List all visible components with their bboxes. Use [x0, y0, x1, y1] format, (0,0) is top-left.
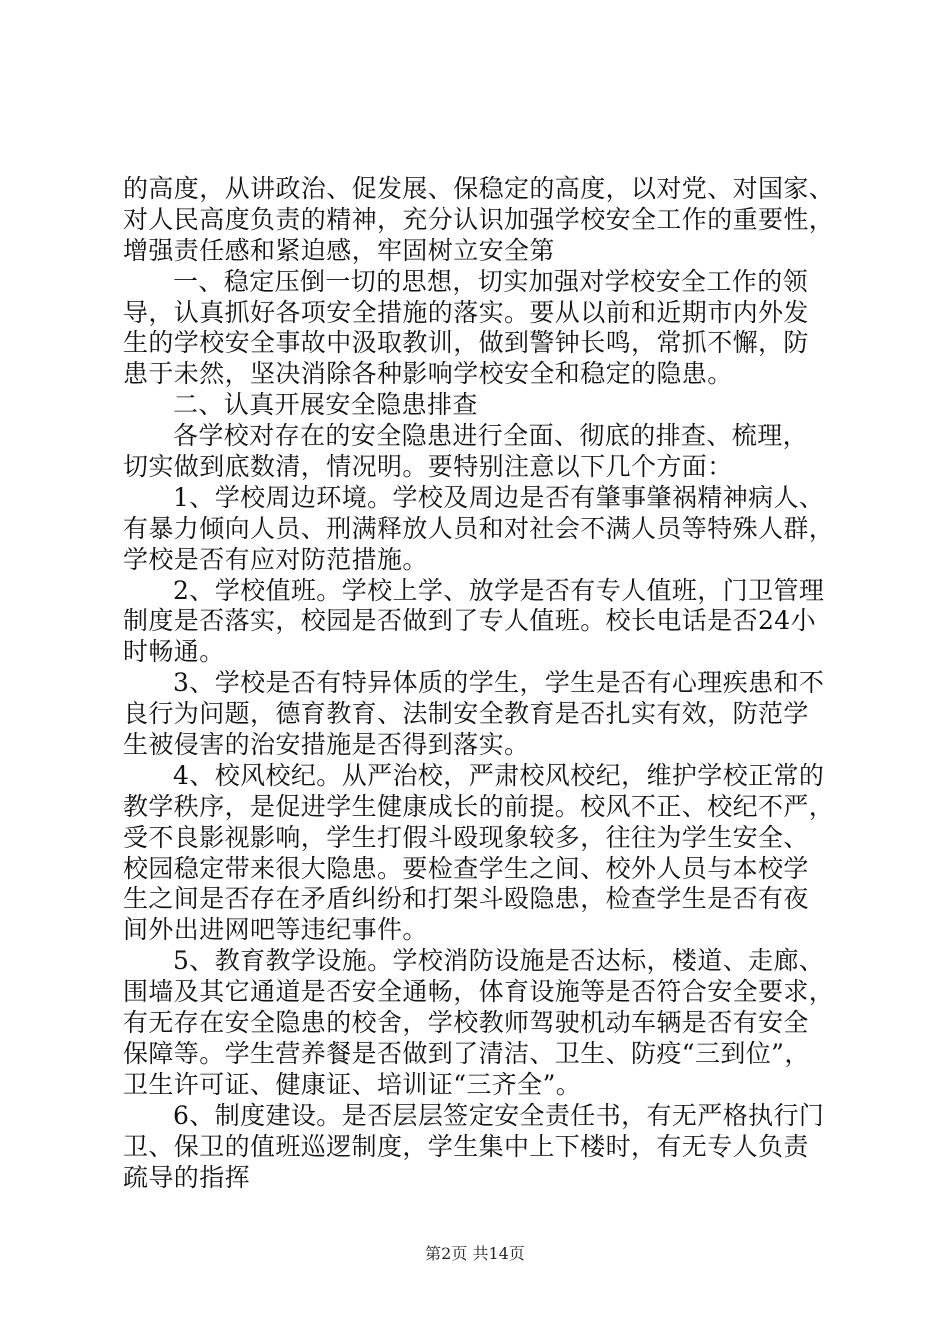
text-line: 教学秩序，是促进学生健康成长的前提。校风不正、校纪不严，	[123, 791, 835, 821]
text-line: 良行为问题，德育教育、法制安全教育是否扎实有效，防范学	[123, 699, 809, 729]
text-line: 有无存在安全隐患的校舍，学校教师驾驶机动车辆是否有安全	[123, 1008, 809, 1038]
text-line: 导，认真抓好各项安全措施的落实。要从以前和近期市内外发	[123, 297, 809, 327]
text-line: 1、学校周边环境。学校及周边是否有肇事肇祸精神病人、	[173, 482, 825, 512]
text-line: 保障等。学生营养餐是否做到了清洁、卫生、防疫“三到位”，	[123, 1038, 810, 1068]
text-line: 生被侵害的治安措施是否得到落实。	[123, 730, 530, 760]
text-line: 学校是否有应对防范措施。	[123, 544, 428, 574]
text-line: 生的学校安全事故中汲取教训，做到警钟长鸣，常抓不懈，防	[123, 328, 809, 358]
text-line: 的高度，从讲政治、促发展、保稳定的高度，以对党、对国家、	[123, 174, 835, 203]
text-line: 切实做到底数清，情况明。要特别注意以下几个方面：	[123, 452, 733, 482]
text-line: 3、学校是否有特异体质的学生，学生是否有心理疾患和不	[173, 668, 825, 698]
text-line: 一、稳定压倒一切的思想，切实加强对学校安全工作的领	[173, 266, 809, 296]
text-line: 围墙及其它通道是否安全通畅，体育设施等是否符合安全要求，	[123, 977, 835, 1007]
text-line: 受不良影视影响，学生打假斗殴现象较多，往往为学生安全、	[123, 822, 809, 852]
text-line: 疏导的指挥	[123, 1162, 251, 1192]
text-line: 卫生许可证、健康证、培训证“三齐全”。	[123, 1069, 582, 1099]
text-line: 二、认真开展安全隐患排查	[173, 390, 478, 420]
text-line: 2、学校值班。学校上学、放学是否有专人值班，门卫管理	[173, 575, 825, 605]
text-line: 患于未然，坚决消除各种影响学校安全和稳定的隐患。	[123, 359, 733, 389]
page-number-footer: 第2页 共14页	[425, 1244, 525, 1263]
text-line: 6、制度建设。是否层层签定安全责任书，有无严格执行门	[173, 1100, 825, 1130]
text-line: 5、教育教学设施。学校消防设施是否达标，楼道、走廊、	[173, 946, 825, 976]
text-line: 制度是否落实，校园是否做到了专人值班。校长电话是否24小	[123, 606, 817, 636]
text-line: 时畅通。	[123, 637, 225, 667]
text-line: 间外出进网吧等违纪事件。	[123, 915, 428, 945]
text-line: 4、校风校纪。从严治校，严肃校风校纪，维护学校正常的	[173, 760, 825, 790]
text-line: 校园稳定带来很大隐患。要检查学生之间、校外人员与本校学	[123, 853, 809, 883]
text-line: 增强责任感和紧迫感，牢固树立安全第	[123, 235, 555, 265]
text-line: 生之间是否存在矛盾纠纷和打架斗殴隐患，检查学生是否有夜	[123, 884, 809, 914]
document-body	[123, 174, 843, 1193]
text-line: 卫、保卫的值班巡逻制度，学生集中上下楼时，有无专人负责	[123, 1131, 809, 1161]
text-line: 有暴力倾向人员、刑满释放人员和对社会不满人员等特殊人群，	[123, 513, 835, 543]
text-line: 各学校对存在的安全隐患进行全面、彻底的排查、梳理，	[173, 421, 809, 451]
text-line: 对人民高度负责的精神，充分认识加强学校安全工作的重要性，	[123, 204, 835, 234]
